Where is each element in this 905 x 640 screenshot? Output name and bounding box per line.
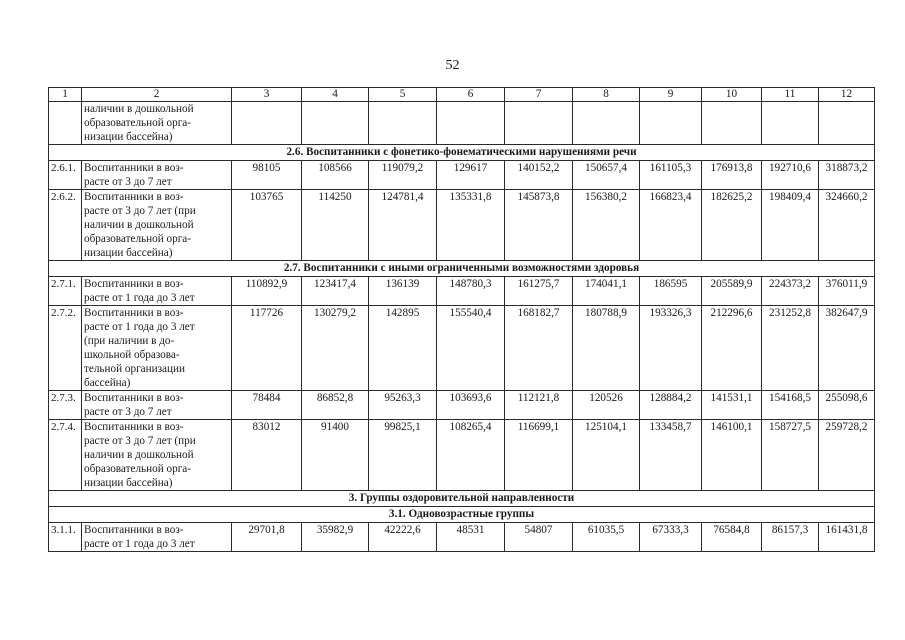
table-row	[49, 277, 875, 306]
value-cell: 176913,8	[702, 161, 762, 190]
value-cell: 205589,9	[702, 277, 762, 306]
description-line: наличии в дошкольной	[84, 103, 194, 115]
description-line: бассейна)	[84, 377, 131, 389]
value-cell: 133458,7	[640, 420, 702, 491]
value-cell: 117726	[232, 306, 302, 391]
value-cell: 158727,5	[762, 420, 819, 491]
value-cell: 35982,9	[302, 523, 369, 552]
value-cell: 192710,6	[762, 161, 819, 190]
value-cell: 318873,2	[819, 161, 875, 190]
description-line: Воспитанники в воз-	[84, 278, 184, 290]
row-code: 2.7.2.	[49, 306, 82, 391]
value-cell: 155540,4	[437, 306, 505, 391]
section-header-row	[49, 261, 875, 277]
row-code: 2.7.1.	[49, 277, 82, 306]
row-code: 2.6.2.	[49, 190, 82, 261]
value-cell: 98105	[232, 161, 302, 190]
value-cell: 150657,4	[573, 161, 640, 190]
row-code: 3.1.1.	[49, 523, 82, 552]
value-cell	[369, 102, 437, 145]
value-cell: 382647,9	[819, 306, 875, 391]
value-cell: 198409,4	[762, 190, 819, 261]
value-cell: 95263,3	[369, 391, 437, 420]
value-cell: 129617	[437, 161, 505, 190]
table-row	[49, 161, 875, 190]
column-header: 7	[505, 88, 573, 102]
value-cell: 136139	[369, 277, 437, 306]
section-header-row	[49, 145, 875, 161]
value-cell: 168182,7	[505, 306, 573, 391]
value-cell: 148780,3	[437, 277, 505, 306]
row-code: 2.7.3.	[49, 391, 82, 420]
value-cell: 83012	[232, 420, 302, 491]
row-description	[82, 523, 232, 552]
section-title: 2.6. Воспитанники с фонетико-фонематическими нарушениями речи	[49, 145, 875, 161]
value-cell: 193326,3	[640, 306, 702, 391]
value-cell	[302, 102, 369, 145]
column-header: 3	[232, 88, 302, 102]
value-cell: 324660,2	[819, 190, 875, 261]
value-cell: 130279,2	[302, 306, 369, 391]
value-cell: 154168,5	[762, 391, 819, 420]
value-cell: 128884,2	[640, 391, 702, 420]
description-line: образовательной орга-	[84, 463, 191, 475]
cost-table	[48, 87, 875, 552]
value-cell	[437, 102, 505, 145]
row-description	[82, 391, 232, 420]
description-line: расте от 3 до 7 лет	[84, 176, 172, 188]
description-line: расте от 1 года до 3 лет	[84, 321, 195, 333]
row-description	[82, 277, 232, 306]
column-header: 5	[369, 88, 437, 102]
description-line: наличии в дошкольной	[84, 449, 194, 461]
value-cell	[819, 102, 875, 145]
value-cell: 99825,1	[369, 420, 437, 491]
row-description	[82, 190, 232, 261]
table-row	[49, 391, 875, 420]
value-cell: 255098,6	[819, 391, 875, 420]
value-cell: 140152,2	[505, 161, 573, 190]
value-cell: 174041,1	[573, 277, 640, 306]
row-description	[82, 161, 232, 190]
row-description	[82, 102, 232, 145]
value-cell: 108265,4	[437, 420, 505, 491]
description-line: наличии в дошкольной	[84, 219, 194, 231]
value-cell	[232, 102, 302, 145]
value-cell: 119079,2	[369, 161, 437, 190]
value-cell: 86157,3	[762, 523, 819, 552]
value-cell: 116699,1	[505, 420, 573, 491]
value-cell: 61035,5	[573, 523, 640, 552]
value-cell	[640, 102, 702, 145]
value-cell: 224373,2	[762, 277, 819, 306]
section-title: 3.1. Одновозрастные группы	[49, 507, 875, 523]
description-line: образовательной орга-	[84, 233, 191, 245]
description-line: низации бассейна)	[84, 477, 173, 489]
value-cell: 141531,1	[702, 391, 762, 420]
description-line: Воспитанники в воз-	[84, 421, 184, 433]
table-body	[49, 88, 875, 552]
value-cell: 135331,8	[437, 190, 505, 261]
table-row	[49, 306, 875, 391]
row-description	[82, 420, 232, 491]
value-cell: 161431,8	[819, 523, 875, 552]
description-line: Воспитанники в воз-	[84, 162, 184, 174]
value-cell: 212296,6	[702, 306, 762, 391]
value-cell: 112121,8	[505, 391, 573, 420]
value-cell: 180788,9	[573, 306, 640, 391]
column-header: 11	[762, 88, 819, 102]
value-cell: 146100,1	[702, 420, 762, 491]
table-row	[49, 102, 875, 145]
value-cell: 142895	[369, 306, 437, 391]
row-description	[82, 306, 232, 391]
description-line: Воспитанники в воз-	[84, 524, 184, 536]
column-header: 2	[82, 88, 232, 102]
value-cell: 42222,6	[369, 523, 437, 552]
table-row	[49, 523, 875, 552]
value-cell: 29701,8	[232, 523, 302, 552]
row-code: 2.6.1.	[49, 161, 82, 190]
row-code	[49, 102, 82, 145]
value-cell: 120526	[573, 391, 640, 420]
column-header-row	[49, 88, 875, 102]
value-cell: 161105,3	[640, 161, 702, 190]
value-cell	[702, 102, 762, 145]
value-cell: 186595	[640, 277, 702, 306]
description-line: (при наличии в до-	[84, 335, 175, 347]
column-header: 1	[49, 88, 82, 102]
value-cell: 125104,1	[573, 420, 640, 491]
column-header: 12	[819, 88, 875, 102]
description-line: низации бассейна)	[84, 131, 173, 143]
value-cell: 124781,4	[369, 190, 437, 261]
description-line: расте от 3 до 7 лет	[84, 406, 172, 418]
description-line: тельной организации	[84, 363, 185, 375]
value-cell: 161275,7	[505, 277, 573, 306]
value-cell: 103693,6	[437, 391, 505, 420]
value-cell: 48531	[437, 523, 505, 552]
value-cell	[762, 102, 819, 145]
value-cell	[573, 102, 640, 145]
value-cell: 67333,3	[640, 523, 702, 552]
description-line: расте от 3 до 7 лет (при	[84, 435, 196, 447]
value-cell: 86852,8	[302, 391, 369, 420]
value-cell: 145873,8	[505, 190, 573, 261]
description-line: расте от 1 года до 3 лет	[84, 292, 195, 304]
value-cell: 114250	[302, 190, 369, 261]
column-header: 10	[702, 88, 762, 102]
section-title: 3. Группы оздоровительной направленности	[49, 491, 875, 507]
value-cell: 103765	[232, 190, 302, 261]
page-number: 52	[445, 58, 460, 73]
value-cell: 156380,2	[573, 190, 640, 261]
row-code: 2.7.4.	[49, 420, 82, 491]
value-cell: 231252,8	[762, 306, 819, 391]
value-cell: 166823,4	[640, 190, 702, 261]
value-cell: 54807	[505, 523, 573, 552]
value-cell: 259728,2	[819, 420, 875, 491]
description-line: Воспитанники в воз-	[84, 191, 184, 203]
section-header-row	[49, 491, 875, 507]
column-header: 6	[437, 88, 505, 102]
value-cell: 110892,9	[232, 277, 302, 306]
section-title: 2.7. Воспитанники с иными ограниченными возможностями здоровья	[49, 261, 875, 277]
description-line: образовательной орга-	[84, 117, 191, 129]
value-cell: 376011,9	[819, 277, 875, 306]
column-header: 4	[302, 88, 369, 102]
description-line: Воспитанники в воз-	[84, 392, 184, 404]
value-cell: 182625,2	[702, 190, 762, 261]
value-cell	[505, 102, 573, 145]
value-cell: 91400	[302, 420, 369, 491]
value-cell: 108566	[302, 161, 369, 190]
description-line: школьной образова-	[84, 349, 180, 361]
value-cell: 78484	[232, 391, 302, 420]
table-row	[49, 420, 875, 491]
column-header: 8	[573, 88, 640, 102]
description-line: расте от 3 до 7 лет (при	[84, 205, 196, 217]
table-row	[49, 190, 875, 261]
value-cell: 76584,8	[702, 523, 762, 552]
section-header-row	[49, 507, 875, 523]
description-line: низации бассейна)	[84, 247, 173, 259]
description-line: расте от 1 года до 3 лет	[84, 538, 195, 550]
column-header: 9	[640, 88, 702, 102]
description-line: Воспитанники в воз-	[84, 307, 184, 319]
value-cell: 123417,4	[302, 277, 369, 306]
